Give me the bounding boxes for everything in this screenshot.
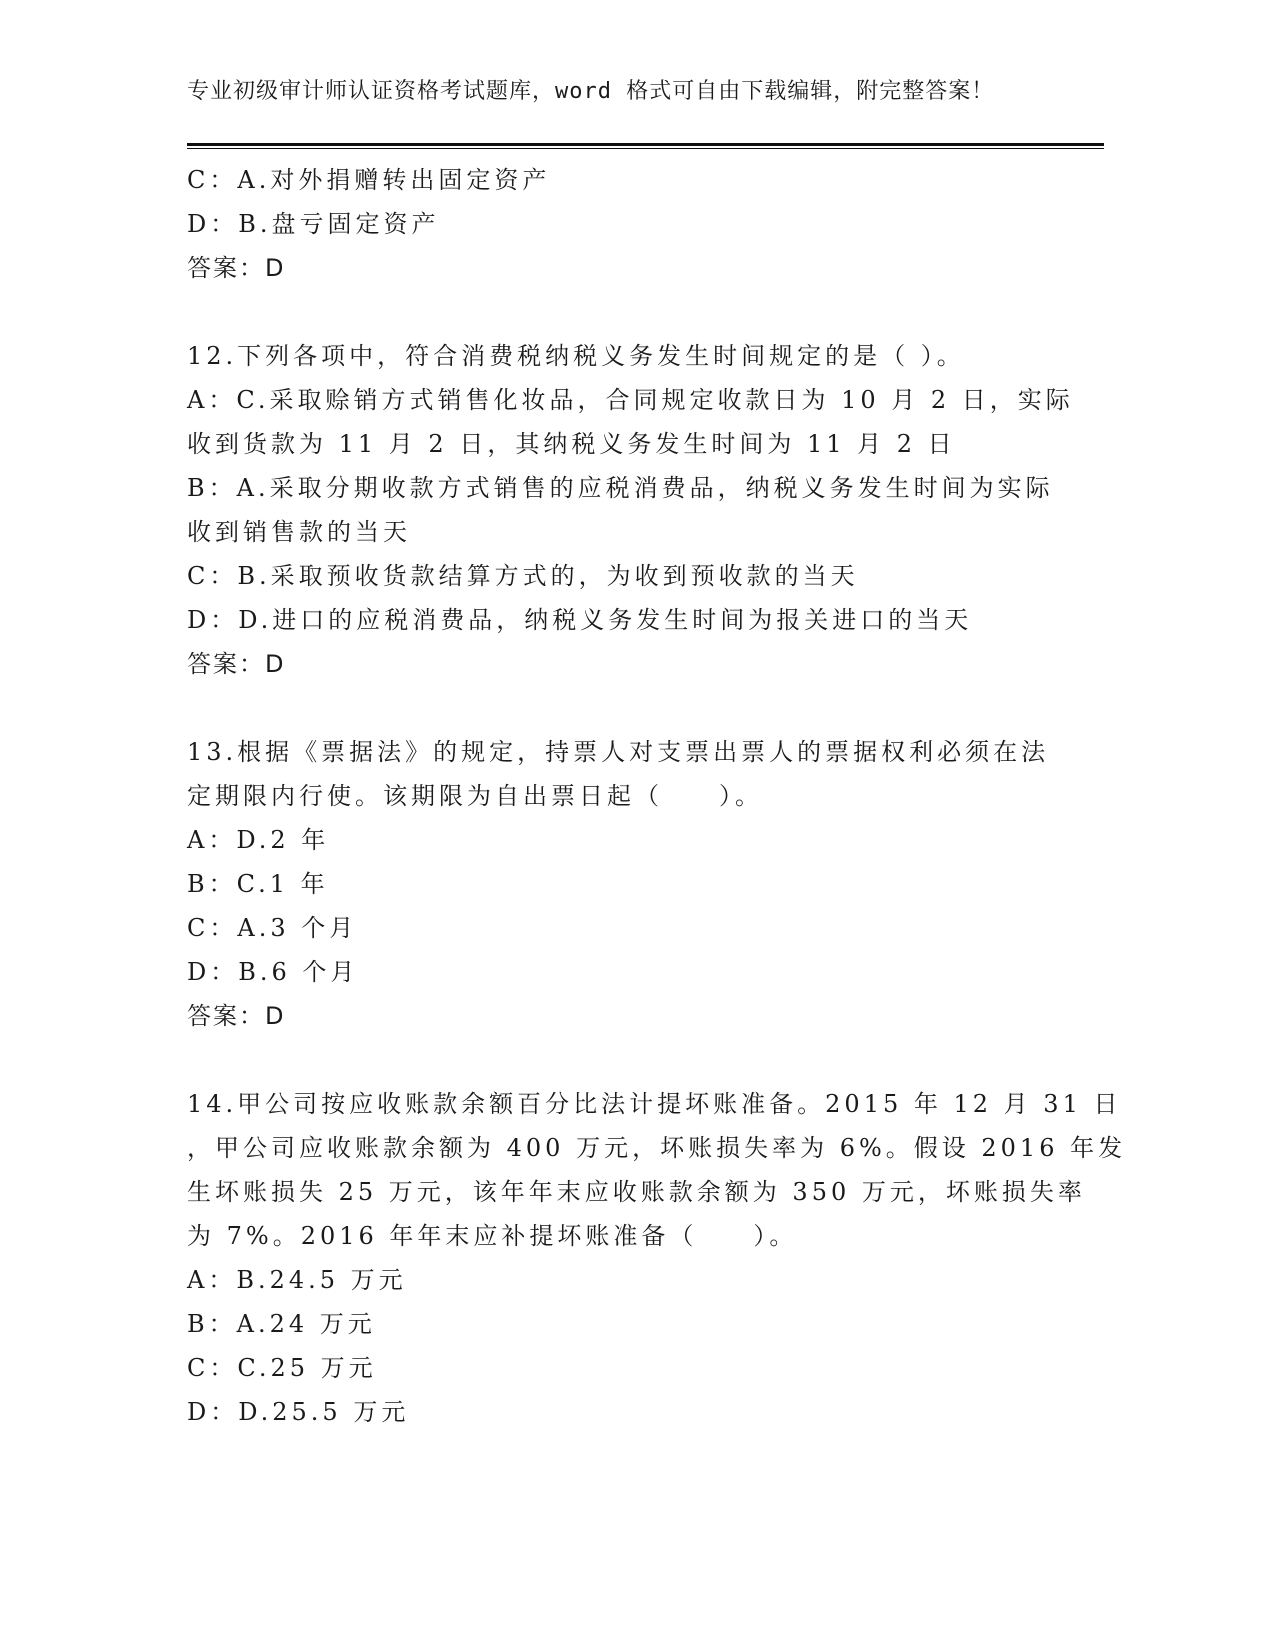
option-line: C：A.3 个月 xyxy=(187,914,358,942)
option-line: A：D.2 年 xyxy=(187,826,330,854)
option-line: D：B.6 个月 xyxy=(187,958,359,986)
option-line: 收到销售款的当天 xyxy=(187,518,411,546)
option-line: A：C.采取赊销方式销售化妆品，合同规定收款日为 10 月 2 日，实际 xyxy=(187,386,1074,414)
option-line: B：A.24 万元 xyxy=(187,1310,376,1338)
answer-line: 答案：D xyxy=(187,650,286,678)
option-line: C：B.采取预收货款结算方式的，为收到预收款的当天 xyxy=(187,562,859,590)
option-line: D：D.25.5 万元 xyxy=(187,1398,410,1426)
question-stem: 13.根据《票据法》的规定，持票人对支票出票人的票据权利必须在法 xyxy=(187,738,1050,766)
question-stem: 为 7%。2016 年年末应补提坏账准备（ ）。 xyxy=(187,1222,798,1250)
option-line: C：A.对外捐赠转出固定资产 xyxy=(187,166,551,194)
header-rule-thin xyxy=(187,148,1104,149)
option-line: 收到货款为 11 月 2 日，其纳税义务发生时间为 11 月 2 日 xyxy=(187,430,956,458)
answer-line: 答案：D xyxy=(187,254,286,282)
option-line: B：A.采取分期收款方式销售的应税消费品，纳税义务发生时间为实际 xyxy=(187,474,1054,502)
question-stem: 生坏账损失 25 万元，该年年末应收账款余额为 350 万元，坏账损失率 xyxy=(187,1178,1086,1206)
page-header: 专业初级审计师认证资格考试题库，word 格式可自由下载编辑，附完整答案！ xyxy=(187,79,995,104)
option-line: D：D.进口的应税消费品，纳税义务发生时间为报关进口的当天 xyxy=(187,606,973,634)
option-line: D：B.盘亏固定资产 xyxy=(187,210,440,238)
option-line: B：C.1 年 xyxy=(187,870,329,898)
question-stem: 12.下列各项中，符合消费税纳税义务发生时间规定的是（ ）。 xyxy=(187,342,965,370)
question-stem: 定期限内行使。该期限为自出票日起（ ）。 xyxy=(187,782,763,810)
question-stem: ，甲公司应收账款余额为 400 万元，坏账损失率为 6%。假设 2016 年发 xyxy=(187,1134,1127,1162)
option-line: A：B.24.5 万元 xyxy=(187,1266,407,1294)
answer-line: 答案：D xyxy=(187,1002,286,1030)
question-stem: 14.甲公司按应收账款余额百分比法计提坏账准备。2015 年 12 月 31 日 xyxy=(187,1090,1122,1118)
option-line: C：C.25 万元 xyxy=(187,1354,377,1382)
header-rule-thick xyxy=(187,143,1104,146)
document-body xyxy=(187,158,1127,1434)
